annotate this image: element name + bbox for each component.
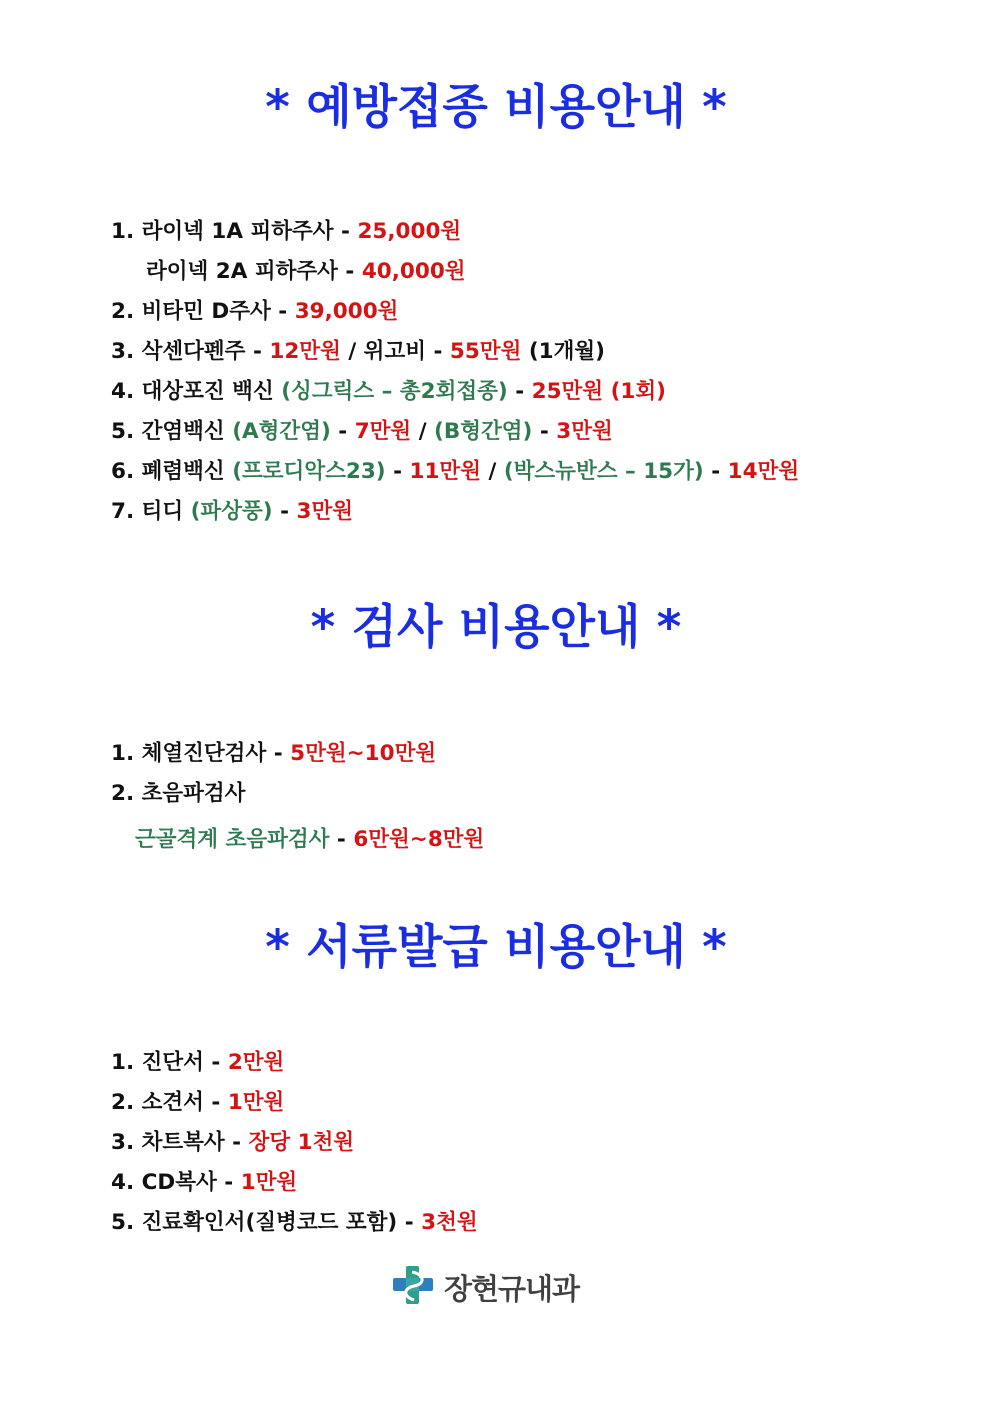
vaccine-item-tdap: 7. 티디 (파상풍) - 3만원 xyxy=(110,499,354,524)
exam-item-msk-ultrasound: 근골격계 초음파검사 - 6만원~8만원 xyxy=(134,827,485,852)
vaccine-item-shingles: 4. 대상포진 백신 (싱그릭스 – 총2회접종) - 25만원 (1회) xyxy=(110,379,666,404)
price: 40,000원 xyxy=(361,259,466,284)
documents-heading: * 서류발급 비용안내 * xyxy=(265,920,727,975)
vaccine-item-pneumonia: 6. 폐렴백신 (프로디악스23) - 11만원 / (박스뉴반스 – 15가) - 14만원 xyxy=(110,459,800,484)
price: 장당 1천원 xyxy=(248,1130,355,1155)
clinic-name: 장현규내과 xyxy=(444,1271,580,1306)
vaccine-item-1a: 1. 라이넥 1A 피하주사 - 25,000원 xyxy=(110,219,462,244)
price: 11만원 xyxy=(409,459,481,484)
vaccination-heading: * 예방접종 비용안내 * xyxy=(265,80,727,135)
price: 12만원 xyxy=(269,339,341,364)
exam-item-thermography: 1. 체열진단검사 - 5만원~10만원 xyxy=(110,741,437,766)
price: 3만원 xyxy=(296,499,354,524)
doc-item-cd-copy: 4. CD복사 - 1만원 xyxy=(110,1170,298,1195)
exam-item-ultrasound: 2. 초음파검사 xyxy=(110,781,246,806)
price: 1만원 xyxy=(227,1090,285,1115)
price: 25,000원 xyxy=(357,219,462,244)
price: 2만원 xyxy=(227,1050,285,1075)
vaccine-item-hepatitis: 5. 간염백신 (A형간염) - 7만원 / (B형간염) - 3만원 xyxy=(110,419,613,444)
price: 6만원~8만원 xyxy=(353,827,485,852)
doc-item-visit-confirmation: 5. 진료확인서(질병코드 포함) - 3천원 xyxy=(110,1210,478,1235)
doc-item-diagnosis: 1. 진단서 - 2만원 xyxy=(110,1050,285,1075)
vaccine-item-2a: 라이넥 2A 피하주사 - 40,000원 xyxy=(145,259,466,284)
exam-heading: * 검사 비용안내 * xyxy=(310,600,682,655)
doc-item-chart-copy: 3. 차트복사 - 장당 1천원 xyxy=(110,1130,355,1155)
price: 14만원 xyxy=(727,459,800,484)
price: 3만원 xyxy=(556,419,613,444)
price: 55만원 xyxy=(449,339,522,364)
medical-cross-logo-icon xyxy=(390,1262,436,1312)
vaccine-item-saxenda: 3. 삭센다펜주 - 12만원 / 위고비 - 55만원 (1개월) xyxy=(110,339,605,364)
price: 5만원~10만원 xyxy=(290,741,437,766)
clinic-logo xyxy=(390,1262,579,1312)
price: 25만원 xyxy=(531,379,604,404)
price: 7만원 xyxy=(354,419,412,444)
price: 3천원 xyxy=(421,1210,478,1235)
vaccine-item-vitamin-d: 2. 비타민 D주사 - 39,000원 xyxy=(110,299,399,324)
price: 1만원 xyxy=(240,1170,298,1195)
doc-item-opinion: 2. 소견서 - 1만원 xyxy=(110,1090,285,1115)
price: 39,000원 xyxy=(294,299,399,324)
